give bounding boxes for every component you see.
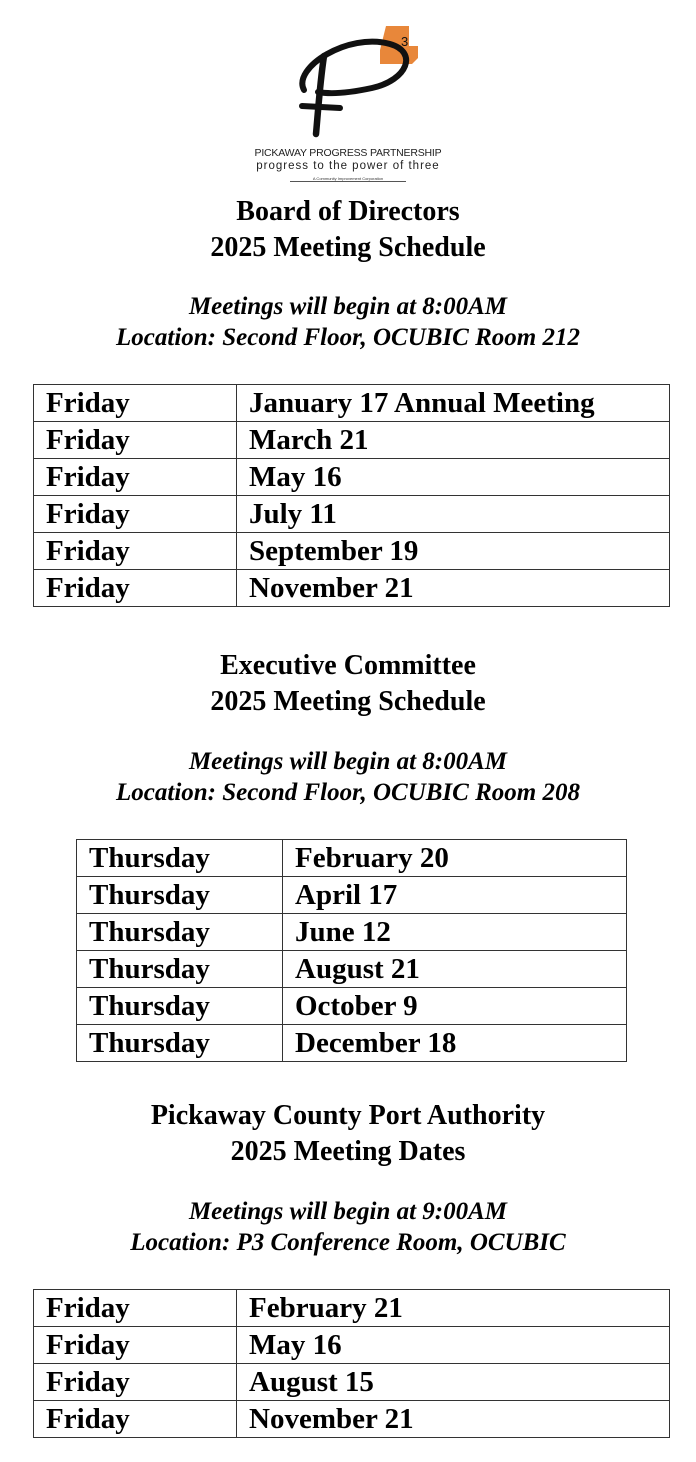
date-cell: August 15 bbox=[237, 1364, 670, 1401]
logo-organization-name: PICKAWAY PROGRESS PARTNERSHIP bbox=[254, 147, 442, 159]
date-cell: October 9 bbox=[283, 988, 627, 1025]
day-cell: Thursday bbox=[77, 840, 283, 877]
p3-logo-icon bbox=[248, 22, 448, 142]
table-row bbox=[77, 1025, 627, 1062]
day-cell: Friday bbox=[34, 385, 237, 422]
port-authority-title-line1: Pickaway County Port Authority bbox=[150, 1100, 546, 1131]
day-cell: Friday bbox=[34, 570, 237, 607]
date-cell: July 11 bbox=[237, 496, 670, 533]
date-cell: November 21 bbox=[237, 1401, 670, 1438]
table-row bbox=[77, 840, 627, 877]
table-row bbox=[34, 459, 670, 496]
day-cell: Friday bbox=[34, 496, 237, 533]
day-cell: Friday bbox=[34, 1327, 237, 1364]
executive-schedule-table bbox=[76, 839, 627, 1062]
table-row bbox=[77, 877, 627, 914]
executive-location: Location: Second Floor, OCUBIC Room 208 bbox=[116, 779, 580, 806]
executive-start-time: Meetings will begin at 8:00AM bbox=[188, 748, 508, 775]
date-cell: September 19 bbox=[237, 533, 670, 570]
table-row bbox=[34, 1401, 670, 1438]
date-cell: May 16 bbox=[237, 459, 670, 496]
table-row bbox=[34, 1364, 670, 1401]
port-authority-schedule-table bbox=[33, 1289, 670, 1438]
day-cell: Friday bbox=[34, 422, 237, 459]
executive-meeting-info bbox=[0, 746, 696, 808]
port-authority-meeting-info bbox=[0, 1196, 696, 1258]
day-cell: Thursday bbox=[77, 988, 283, 1025]
board-title-line1: Board of Directors bbox=[236, 196, 460, 227]
board-location: Location: Second Floor, OCUBIC Room 212 bbox=[116, 324, 580, 351]
date-cell: August 21 bbox=[283, 951, 627, 988]
board-meeting-info bbox=[0, 291, 696, 353]
logo-divider bbox=[290, 181, 406, 182]
executive-title bbox=[0, 648, 696, 720]
table-row bbox=[34, 533, 670, 570]
table-row bbox=[34, 1290, 670, 1327]
date-cell: November 21 bbox=[237, 570, 670, 607]
day-cell: Friday bbox=[34, 1290, 237, 1327]
date-cell: December 18 bbox=[283, 1025, 627, 1062]
logo-fine-print: A Community Improvement Corporation bbox=[312, 176, 384, 181]
date-cell: May 16 bbox=[237, 1327, 670, 1364]
board-start-time: Meetings will begin at 8:00AM bbox=[188, 293, 508, 320]
port-authority-title bbox=[0, 1098, 696, 1170]
day-cell: Thursday bbox=[77, 914, 283, 951]
table-row bbox=[34, 570, 670, 607]
date-cell: April 17 bbox=[283, 877, 627, 914]
day-cell: Friday bbox=[34, 459, 237, 496]
table-row bbox=[34, 496, 670, 533]
port-authority-title-line2: 2025 Meeting Dates bbox=[230, 1136, 466, 1167]
date-cell: January 17 Annual Meeting bbox=[237, 385, 670, 422]
date-cell: February 20 bbox=[283, 840, 627, 877]
day-cell: Friday bbox=[34, 1364, 237, 1401]
logo-superscript: 3 bbox=[401, 34, 409, 49]
executive-title-line1: Executive Committee bbox=[220, 650, 476, 681]
table-row bbox=[34, 385, 670, 422]
port-authority-location: Location: P3 Conference Room, OCUBIC bbox=[130, 1229, 566, 1256]
day-cell: Friday bbox=[34, 1401, 237, 1438]
table-row bbox=[34, 1327, 670, 1364]
day-cell: Friday bbox=[34, 533, 237, 570]
table-row bbox=[77, 988, 627, 1025]
board-schedule-table bbox=[33, 384, 670, 607]
board-title bbox=[0, 194, 696, 266]
date-cell: February 21 bbox=[237, 1290, 670, 1327]
port-authority-start-time: Meetings will begin at 9:00AM bbox=[188, 1198, 508, 1225]
day-cell: Thursday bbox=[77, 877, 283, 914]
day-cell: Thursday bbox=[77, 1025, 283, 1062]
date-cell: March 21 bbox=[237, 422, 670, 459]
executive-title-line2: 2025 Meeting Schedule bbox=[210, 686, 486, 717]
logo-tagline: progress to the power of three bbox=[256, 160, 440, 172]
table-row bbox=[34, 422, 670, 459]
p3-logo bbox=[248, 22, 448, 184]
board-title-line2: 2025 Meeting Schedule bbox=[210, 232, 486, 263]
table-row bbox=[77, 914, 627, 951]
day-cell: Thursday bbox=[77, 951, 283, 988]
date-cell: June 12 bbox=[283, 914, 627, 951]
table-row bbox=[77, 951, 627, 988]
